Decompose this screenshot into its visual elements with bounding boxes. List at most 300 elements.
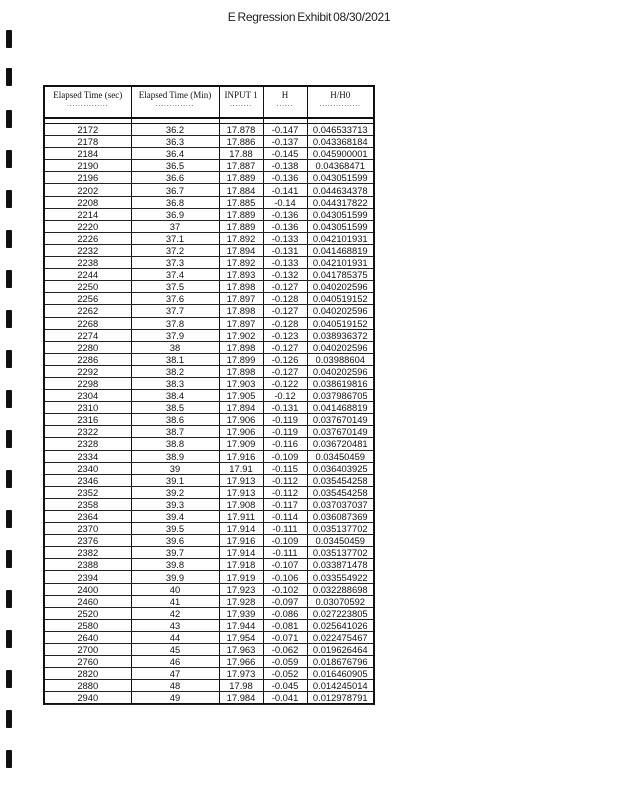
table-row bbox=[45, 305, 373, 317]
table-cell: 0.041468819 bbox=[307, 244, 373, 256]
table-cell: 0.03450459 bbox=[307, 450, 373, 462]
table-cell: 0.014245014 bbox=[307, 680, 373, 692]
table-cell: 37 bbox=[131, 220, 219, 232]
table-row bbox=[45, 462, 373, 474]
table-cell: 17.894 bbox=[219, 402, 263, 414]
table-row bbox=[45, 257, 373, 269]
table-cell: 0.032288698 bbox=[307, 583, 373, 595]
table-cell: -0.137 bbox=[263, 136, 307, 148]
table-cell: 38.1 bbox=[131, 353, 219, 365]
table-row bbox=[45, 668, 373, 680]
table-cell: 17.885 bbox=[219, 196, 263, 208]
table-row bbox=[45, 426, 373, 438]
table-cell: 37.1 bbox=[131, 232, 219, 244]
table-cell: 2400 bbox=[45, 583, 131, 595]
table-cell: 2244 bbox=[45, 269, 131, 281]
table-row bbox=[45, 414, 373, 426]
table-cell: 0.035137702 bbox=[307, 547, 373, 559]
table-cell: 2394 bbox=[45, 571, 131, 583]
table-cell: 2370 bbox=[45, 523, 131, 535]
header-label: Exhibit bbox=[297, 10, 332, 24]
table-cell: 0.038936372 bbox=[307, 329, 373, 341]
table-cell: 17.906 bbox=[219, 414, 263, 426]
table-cell: 0.018676796 bbox=[307, 656, 373, 668]
table-cell: 39.6 bbox=[131, 535, 219, 547]
table-cell: 17.91 bbox=[219, 462, 263, 474]
table-cell: -0.111 bbox=[263, 547, 307, 559]
header-letter: E bbox=[227, 10, 236, 24]
table-cell: -0.111 bbox=[263, 523, 307, 535]
table-cell: 2220 bbox=[45, 220, 131, 232]
table-cell: 37.2 bbox=[131, 244, 219, 256]
table-row bbox=[45, 511, 373, 523]
table-cell: 0.040202596 bbox=[307, 281, 373, 293]
table-cell: 0.036720481 bbox=[307, 438, 373, 450]
table-cell: 17.984 bbox=[219, 692, 263, 704]
punch-mark bbox=[6, 110, 12, 128]
header-date: 08/30/2021 bbox=[333, 10, 391, 24]
table-cell: 17.906 bbox=[219, 426, 263, 438]
table-cell: 0.043051599 bbox=[307, 208, 373, 220]
table-cell: 0.037986705 bbox=[307, 390, 373, 402]
table-cell: -0.136 bbox=[263, 172, 307, 184]
table-cell: 2208 bbox=[45, 196, 131, 208]
table-cell: -0.106 bbox=[263, 571, 307, 583]
table-cell: 0.03070592 bbox=[307, 595, 373, 607]
table-cell: 0.046533713 bbox=[307, 124, 373, 136]
table-row bbox=[45, 486, 373, 498]
table-cell: 17.914 bbox=[219, 547, 263, 559]
table-cell: 17.889 bbox=[219, 172, 263, 184]
punch-mark bbox=[6, 350, 12, 368]
table-cell: 0.044317822 bbox=[307, 196, 373, 208]
table-row bbox=[45, 450, 373, 462]
table-cell: -0.045 bbox=[263, 680, 307, 692]
data-table-container bbox=[43, 85, 375, 705]
table-cell: 2820 bbox=[45, 668, 131, 680]
table-cell: 0.037670149 bbox=[307, 426, 373, 438]
punch-mark bbox=[6, 310, 12, 328]
table-cell: 2376 bbox=[45, 535, 131, 547]
table-cell: 0.019626464 bbox=[307, 644, 373, 656]
table-cell: -0.109 bbox=[263, 535, 307, 547]
table-row bbox=[45, 208, 373, 220]
table-row bbox=[45, 644, 373, 656]
table-cell: 2520 bbox=[45, 607, 131, 619]
table-cell: 2280 bbox=[45, 341, 131, 353]
table-cell: 38.5 bbox=[131, 402, 219, 414]
table-cell: 0.036403925 bbox=[307, 462, 373, 474]
table-cell: -0.132 bbox=[263, 269, 307, 281]
page-header bbox=[0, 10, 618, 24]
table-cell: -0.136 bbox=[263, 208, 307, 220]
table-cell: 2310 bbox=[45, 402, 131, 414]
table-row bbox=[45, 680, 373, 692]
table-cell: 2328 bbox=[45, 438, 131, 450]
table-cell: -0.128 bbox=[263, 293, 307, 305]
table-cell: 17.897 bbox=[219, 317, 263, 329]
table-cell: 2316 bbox=[45, 414, 131, 426]
table-cell: 17.963 bbox=[219, 644, 263, 656]
table-cell: 2298 bbox=[45, 377, 131, 389]
table-row bbox=[45, 269, 373, 281]
table-cell: 39.8 bbox=[131, 559, 219, 571]
table-cell: 17.902 bbox=[219, 329, 263, 341]
table-cell: -0.119 bbox=[263, 414, 307, 426]
column-header: Elapsed Time (sec) ............... bbox=[45, 87, 131, 118]
table-cell: 2172 bbox=[45, 124, 131, 136]
table-cell: 2256 bbox=[45, 293, 131, 305]
table-cell: 17.889 bbox=[219, 208, 263, 220]
punch-mark bbox=[6, 430, 12, 448]
table-cell: 0.040202596 bbox=[307, 305, 373, 317]
table-cell: -0.127 bbox=[263, 341, 307, 353]
table-cell: 0.040519152 bbox=[307, 293, 373, 305]
table-cell: 2274 bbox=[45, 329, 131, 341]
table-cell: 0.033554922 bbox=[307, 571, 373, 583]
table-cell: 44 bbox=[131, 631, 219, 643]
punch-mark bbox=[6, 710, 12, 728]
column-header: INPUT 1 ........ bbox=[219, 87, 263, 118]
table-cell: 17.966 bbox=[219, 656, 263, 668]
table-cell: 2880 bbox=[45, 680, 131, 692]
table-cell: 38.7 bbox=[131, 426, 219, 438]
punch-mark bbox=[6, 510, 12, 528]
table-cell: 2352 bbox=[45, 486, 131, 498]
table-cell: 0.03988604 bbox=[307, 353, 373, 365]
table-cell: 36.3 bbox=[131, 136, 219, 148]
table-cell: -0.133 bbox=[263, 257, 307, 269]
table-cell: 0.045900001 bbox=[307, 148, 373, 160]
table-cell: 2388 bbox=[45, 559, 131, 571]
table-cell: 38.2 bbox=[131, 365, 219, 377]
table-cell: -0.123 bbox=[263, 329, 307, 341]
punch-mark bbox=[6, 150, 12, 168]
table-cell: 2184 bbox=[45, 148, 131, 160]
table-cell: 0.036087369 bbox=[307, 511, 373, 523]
table-cell: 0.027223805 bbox=[307, 607, 373, 619]
table-cell: 2640 bbox=[45, 631, 131, 643]
table-cell: 37.7 bbox=[131, 305, 219, 317]
table-cell: 37.3 bbox=[131, 257, 219, 269]
column-header: Elapsed Time (Min) .............. bbox=[131, 87, 219, 118]
table-cell: -0.112 bbox=[263, 486, 307, 498]
table-cell: 17.878 bbox=[219, 124, 263, 136]
header-title: Regression bbox=[237, 10, 296, 24]
table-cell: 2286 bbox=[45, 353, 131, 365]
table-cell: 17.944 bbox=[219, 619, 263, 631]
table-cell: 36.7 bbox=[131, 184, 219, 196]
table-cell: -0.145 bbox=[263, 148, 307, 160]
table-cell: 39.2 bbox=[131, 486, 219, 498]
table-cell: 17.898 bbox=[219, 281, 263, 293]
table-cell: 37.9 bbox=[131, 329, 219, 341]
punch-mark bbox=[6, 270, 12, 288]
table-row bbox=[45, 220, 373, 232]
table-cell: 2268 bbox=[45, 317, 131, 329]
table-cell: 17.892 bbox=[219, 257, 263, 269]
table-row bbox=[45, 631, 373, 643]
table-cell: 0.040519152 bbox=[307, 317, 373, 329]
table-row bbox=[45, 196, 373, 208]
table-cell: 0.037670149 bbox=[307, 414, 373, 426]
table-cell: 2250 bbox=[45, 281, 131, 293]
punch-mark bbox=[6, 68, 12, 86]
punch-mark bbox=[6, 750, 12, 768]
table-cell: 2292 bbox=[45, 365, 131, 377]
table-cell: 2760 bbox=[45, 656, 131, 668]
table-cell: 2178 bbox=[45, 136, 131, 148]
table-cell: 0.035454258 bbox=[307, 474, 373, 486]
punch-mark bbox=[6, 230, 12, 248]
table-cell: 17.894 bbox=[219, 244, 263, 256]
table-cell: 17.911 bbox=[219, 511, 263, 523]
table-row bbox=[45, 124, 373, 136]
column-header: H ...... bbox=[263, 87, 307, 118]
table-row bbox=[45, 353, 373, 365]
table-cell: 17.913 bbox=[219, 474, 263, 486]
table-row bbox=[45, 583, 373, 595]
table-cell: 38.6 bbox=[131, 414, 219, 426]
table-cell: 38.9 bbox=[131, 450, 219, 462]
table-cell: 48 bbox=[131, 680, 219, 692]
table-cell: 0.041468819 bbox=[307, 402, 373, 414]
table-cell: -0.109 bbox=[263, 450, 307, 462]
table-cell: -0.086 bbox=[263, 607, 307, 619]
table-cell: 2460 bbox=[45, 595, 131, 607]
table-cell: 17.914 bbox=[219, 523, 263, 535]
table-row bbox=[45, 498, 373, 510]
table-cell: 2232 bbox=[45, 244, 131, 256]
table-cell: 0.035137702 bbox=[307, 523, 373, 535]
punch-mark bbox=[6, 30, 12, 48]
table-cell: -0.14 bbox=[263, 196, 307, 208]
table-cell: 17.928 bbox=[219, 595, 263, 607]
table-cell: 17.923 bbox=[219, 583, 263, 595]
table-cell: 38.8 bbox=[131, 438, 219, 450]
table-cell: 2346 bbox=[45, 474, 131, 486]
table-cell: 2940 bbox=[45, 692, 131, 704]
table-cell: 36.8 bbox=[131, 196, 219, 208]
table-cell: -0.119 bbox=[263, 426, 307, 438]
table-row bbox=[45, 547, 373, 559]
table-cell: 2382 bbox=[45, 547, 131, 559]
table-cell: 0.043051599 bbox=[307, 172, 373, 184]
table-cell: -0.097 bbox=[263, 595, 307, 607]
table-cell: 2226 bbox=[45, 232, 131, 244]
table-row bbox=[45, 559, 373, 571]
table-row bbox=[45, 390, 373, 402]
table-row bbox=[45, 619, 373, 631]
table-cell: 0.043051599 bbox=[307, 220, 373, 232]
table-cell: 0.043368184 bbox=[307, 136, 373, 148]
table-cell: -0.059 bbox=[263, 656, 307, 668]
table-row bbox=[45, 148, 373, 160]
table-cell: 2334 bbox=[45, 450, 131, 462]
table-cell: -0.107 bbox=[263, 559, 307, 571]
table-cell: 0.016460905 bbox=[307, 668, 373, 680]
punch-mark bbox=[6, 670, 12, 688]
table-cell: 17.939 bbox=[219, 607, 263, 619]
table-cell: -0.127 bbox=[263, 305, 307, 317]
table-cell: 39.4 bbox=[131, 511, 219, 523]
table-cell: 0.04368471 bbox=[307, 160, 373, 172]
table-row bbox=[45, 160, 373, 172]
table-cell: -0.116 bbox=[263, 438, 307, 450]
table-cell: 36.5 bbox=[131, 160, 219, 172]
table-cell: 2262 bbox=[45, 305, 131, 317]
table-cell: 40 bbox=[131, 583, 219, 595]
table-row bbox=[45, 365, 373, 377]
table-cell: 37.6 bbox=[131, 293, 219, 305]
table-cell: 17.905 bbox=[219, 390, 263, 402]
table-cell: -0.062 bbox=[263, 644, 307, 656]
data-table bbox=[45, 87, 373, 705]
column-header: H/H0 ............... bbox=[307, 87, 373, 118]
table-row bbox=[45, 438, 373, 450]
table-cell: -0.122 bbox=[263, 377, 307, 389]
table-cell: 2364 bbox=[45, 511, 131, 523]
table-cell: 47 bbox=[131, 668, 219, 680]
table-cell: 17.908 bbox=[219, 498, 263, 510]
table-cell: -0.138 bbox=[263, 160, 307, 172]
table-cell: 0.041785375 bbox=[307, 269, 373, 281]
table-row bbox=[45, 329, 373, 341]
table-cell: 46 bbox=[131, 656, 219, 668]
table-cell: 2214 bbox=[45, 208, 131, 220]
table-row bbox=[45, 692, 373, 704]
table-cell: 2190 bbox=[45, 160, 131, 172]
table-row bbox=[45, 656, 373, 668]
table-cell: 0.042101931 bbox=[307, 232, 373, 244]
table-cell: 17.898 bbox=[219, 365, 263, 377]
table-cell: 2196 bbox=[45, 172, 131, 184]
table-cell: -0.114 bbox=[263, 511, 307, 523]
table-cell: 0.022475467 bbox=[307, 631, 373, 643]
table-cell: 17.892 bbox=[219, 232, 263, 244]
table-cell: 17.916 bbox=[219, 450, 263, 462]
table-cell: 0.035454258 bbox=[307, 486, 373, 498]
table-cell: 0.033871478 bbox=[307, 559, 373, 571]
table-cell: 17.884 bbox=[219, 184, 263, 196]
table-cell: 0.038619816 bbox=[307, 377, 373, 389]
table-cell: 0.040202596 bbox=[307, 365, 373, 377]
table-row bbox=[45, 402, 373, 414]
table-cell: -0.131 bbox=[263, 402, 307, 414]
punch-mark bbox=[6, 630, 12, 648]
table-cell: 41 bbox=[131, 595, 219, 607]
table-cell: 39.7 bbox=[131, 547, 219, 559]
table-cell: 37.8 bbox=[131, 317, 219, 329]
table-row bbox=[45, 317, 373, 329]
table-cell: 17.88 bbox=[219, 148, 263, 160]
table-cell: -0.115 bbox=[263, 462, 307, 474]
table-cell: -0.133 bbox=[263, 232, 307, 244]
table-row bbox=[45, 244, 373, 256]
table-cell: 38 bbox=[131, 341, 219, 353]
table-cell: 42 bbox=[131, 607, 219, 619]
table-row bbox=[45, 535, 373, 547]
table-cell: -0.12 bbox=[263, 390, 307, 402]
table-row bbox=[45, 607, 373, 619]
table-cell: 36.9 bbox=[131, 208, 219, 220]
table-row bbox=[45, 136, 373, 148]
table-cell: 17.973 bbox=[219, 668, 263, 680]
table-cell: 2700 bbox=[45, 644, 131, 656]
punch-mark bbox=[6, 390, 12, 408]
table-cell: -0.136 bbox=[263, 220, 307, 232]
table-cell: 2580 bbox=[45, 619, 131, 631]
table-cell: 45 bbox=[131, 644, 219, 656]
table-row bbox=[45, 232, 373, 244]
table-row bbox=[45, 474, 373, 486]
table-header-row bbox=[45, 87, 373, 118]
table-cell: 17.899 bbox=[219, 353, 263, 365]
table-row bbox=[45, 341, 373, 353]
table-row bbox=[45, 184, 373, 196]
table-cell: 17.889 bbox=[219, 220, 263, 232]
table-cell: 0.040202596 bbox=[307, 341, 373, 353]
table-cell: 17.98 bbox=[219, 680, 263, 692]
table-body bbox=[45, 124, 373, 705]
table-cell: 17.893 bbox=[219, 269, 263, 281]
table-cell: 0.044634378 bbox=[307, 184, 373, 196]
table-cell: 17.898 bbox=[219, 341, 263, 353]
punch-mark bbox=[6, 550, 12, 568]
table-cell: 39.1 bbox=[131, 474, 219, 486]
table-row bbox=[45, 293, 373, 305]
table-cell: -0.081 bbox=[263, 619, 307, 631]
table-cell: -0.128 bbox=[263, 317, 307, 329]
table-cell: 0.025641026 bbox=[307, 619, 373, 631]
punch-mark bbox=[6, 190, 12, 208]
table-cell: 0.03450459 bbox=[307, 535, 373, 547]
table-cell: 17.954 bbox=[219, 631, 263, 643]
table-cell: -0.052 bbox=[263, 668, 307, 680]
table-cell: 17.913 bbox=[219, 486, 263, 498]
table-cell: 39.5 bbox=[131, 523, 219, 535]
table-cell: 17.918 bbox=[219, 559, 263, 571]
table-cell: -0.041 bbox=[263, 692, 307, 704]
table-row bbox=[45, 571, 373, 583]
table-row bbox=[45, 595, 373, 607]
table-cell: 2202 bbox=[45, 184, 131, 196]
table-cell: 37.5 bbox=[131, 281, 219, 293]
table-cell: 2340 bbox=[45, 462, 131, 474]
table-cell: 17.887 bbox=[219, 160, 263, 172]
table-row bbox=[45, 172, 373, 184]
table-row bbox=[45, 523, 373, 535]
table-cell: 17.916 bbox=[219, 535, 263, 547]
table-cell: 38.4 bbox=[131, 390, 219, 402]
table-cell: 36.4 bbox=[131, 148, 219, 160]
table-cell: 17.903 bbox=[219, 377, 263, 389]
table-cell: -0.141 bbox=[263, 184, 307, 196]
table-cell: 39.9 bbox=[131, 571, 219, 583]
table-cell: 17.897 bbox=[219, 293, 263, 305]
table-cell: 38.3 bbox=[131, 377, 219, 389]
table-cell: -0.127 bbox=[263, 281, 307, 293]
table-cell: 2304 bbox=[45, 390, 131, 402]
punch-mark bbox=[6, 470, 12, 488]
table-cell: 2238 bbox=[45, 257, 131, 269]
table-row bbox=[45, 377, 373, 389]
table-cell: -0.131 bbox=[263, 244, 307, 256]
table-cell: -0.127 bbox=[263, 365, 307, 377]
table-cell: 17.898 bbox=[219, 305, 263, 317]
table-cell: 0.037037037 bbox=[307, 498, 373, 510]
table-cell: 36.2 bbox=[131, 124, 219, 136]
